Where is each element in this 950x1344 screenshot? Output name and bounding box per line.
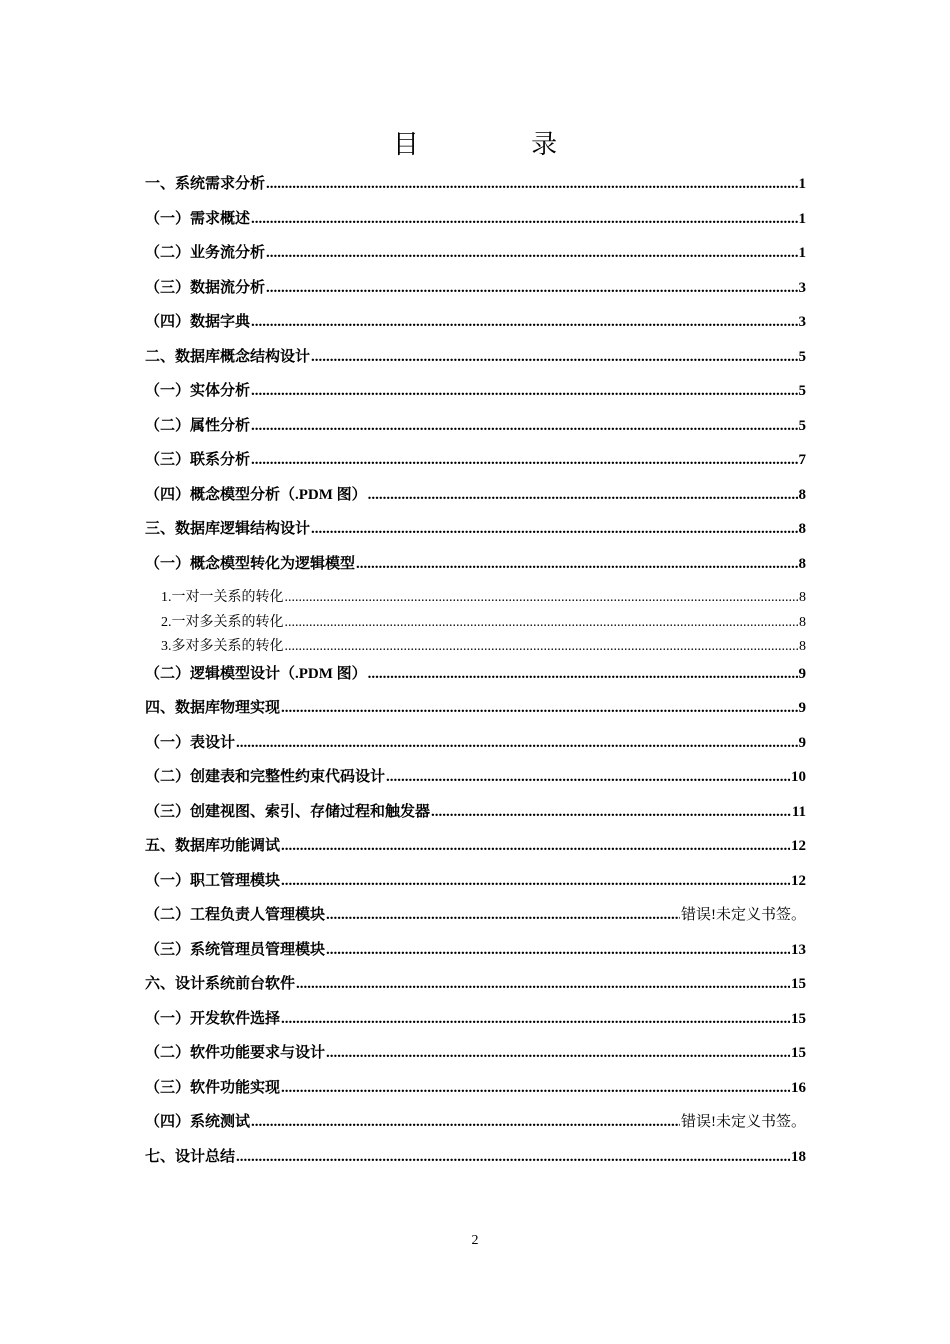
toc-leader-dots <box>326 942 790 959</box>
toc-leader-dots <box>281 873 790 890</box>
toc-leader-dots <box>236 1149 790 1166</box>
toc-entry-label: （四）概念模型分析（.PDM 图） <box>145 486 367 503</box>
toc-entry-page: 15 <box>791 976 806 992</box>
toc-leader-dots <box>251 314 797 331</box>
toc-entry-label: （四）数据字典 <box>145 314 251 330</box>
toc-leader-dots <box>281 838 790 855</box>
toc-entry[interactable] <box>145 207 806 242</box>
toc-entry[interactable] <box>145 1076 806 1111</box>
toc-entry-page: 3 <box>798 279 806 296</box>
page-number: 2 <box>471 1233 479 1248</box>
toc-entry-page: 错误!未定义书签。 <box>681 907 806 923</box>
toc-leader-dots <box>281 1080 790 1097</box>
toc-entry[interactable] <box>145 938 806 973</box>
toc-entry-page: 13 <box>791 941 806 958</box>
toc-entry-page: 9 <box>798 665 806 682</box>
toc-entry-page: 8 <box>799 590 806 605</box>
toc-leader-dots <box>285 639 799 655</box>
toc-entry-label: （一）实体分析 <box>145 383 251 399</box>
toc-entry-page: 18 <box>791 1148 806 1165</box>
toc-entry[interactable] <box>145 869 806 904</box>
toc-leader-dots <box>266 176 797 193</box>
toc-entry[interactable] <box>145 1110 806 1145</box>
toc-entry[interactable] <box>145 903 806 938</box>
toc-leader-dots <box>281 1011 790 1028</box>
toc-entry[interactable] <box>145 1145 806 1180</box>
toc-leader-dots <box>431 804 791 821</box>
table-of-contents <box>145 172 806 1179</box>
toc-entry[interactable] <box>145 765 806 800</box>
toc-entry[interactable] <box>145 611 806 636</box>
toc-entry-page: 错误!未定义书签。 <box>681 1114 806 1130</box>
toc-leader-dots <box>368 666 798 683</box>
toc-entry[interactable] <box>145 517 806 552</box>
toc-entry-label: （二）工程负责人管理模块 <box>145 907 326 923</box>
toc-leader-dots <box>251 211 797 228</box>
toc-entry-label: 3.多对多关系的转化 <box>161 639 284 654</box>
toc-leader-dots <box>251 383 797 400</box>
toc-entry-label: （一）开发软件选择 <box>145 1010 281 1027</box>
toc-entry[interactable] <box>145 1041 806 1076</box>
toc-entry-label: （二）软件功能要求与设计 <box>145 1045 326 1061</box>
toc-entry[interactable] <box>145 552 806 587</box>
toc-entry-page: 9 <box>798 734 806 751</box>
toc-entry-label: （三）联系分析 <box>145 452 251 468</box>
toc-entry[interactable] <box>145 414 806 449</box>
toc-leader-dots <box>311 349 797 366</box>
toc-entry-page: 5 <box>798 417 806 434</box>
toc-entry-label: 二、数据库概念结构设计 <box>145 348 311 365</box>
toc-leader-dots <box>326 907 680 924</box>
toc-entry-page: 9 <box>798 700 806 716</box>
toc-entry-page: 5 <box>798 348 806 365</box>
toc-entry-page: 11 <box>791 803 806 820</box>
toc-entry-label: 一、系统需求分析 <box>145 176 266 192</box>
toc-leader-dots <box>251 1114 680 1131</box>
toc-entry-label: 四、数据库物理实现 <box>145 700 281 716</box>
toc-leader-dots <box>251 418 797 435</box>
toc-leader-dots <box>285 615 799 631</box>
toc-entry-page: 8 <box>799 639 806 654</box>
toc-entry-label: （三）创建视图、索引、存储过程和触发器 <box>145 803 431 820</box>
toc-entry-label: 2.一对多关系的转化 <box>161 614 284 630</box>
toc-entry[interactable] <box>145 731 806 766</box>
toc-entry-page: 8 <box>798 521 806 537</box>
toc-entry-label: （二）创建表和完整性约束代码设计 <box>145 769 386 785</box>
toc-entry[interactable] <box>145 483 806 518</box>
toc-leader-dots <box>296 976 790 993</box>
toc-leader-dots <box>356 556 797 573</box>
toc-entry[interactable] <box>145 696 806 731</box>
toc-entry-page: 12 <box>791 872 806 889</box>
toc-leader-dots <box>266 280 797 297</box>
toc-entry-label: （一）概念模型转化为逻辑模型 <box>145 555 356 572</box>
toc-leader-dots <box>266 245 797 262</box>
toc-entry-label: （三）系统管理员管理模块 <box>145 941 326 958</box>
toc-entry[interactable] <box>145 345 806 380</box>
toc-entry-label: （一）表设计 <box>145 734 236 751</box>
toc-leader-dots <box>236 735 797 752</box>
toc-entry-label: （二）属性分析 <box>145 417 251 434</box>
toc-entry[interactable] <box>145 1007 806 1042</box>
toc-entry-label: 六、设计系统前台软件 <box>145 976 296 992</box>
toc-entry-page: 3 <box>798 314 806 330</box>
toc-entry-page: 7 <box>798 452 806 468</box>
toc-leader-dots <box>326 1045 790 1062</box>
toc-entry-page: 8 <box>799 614 806 630</box>
toc-entry-page: 1 <box>798 176 806 192</box>
toc-entry[interactable] <box>145 586 806 611</box>
toc-entry-page: 8 <box>798 555 806 572</box>
toc-entry[interactable] <box>145 972 806 1007</box>
toc-leader-dots <box>285 590 799 606</box>
toc-entry-page: 1 <box>798 245 806 261</box>
toc-entry-label: （一）需求概述 <box>145 210 251 227</box>
toc-entry[interactable] <box>145 834 806 869</box>
toc-leader-dots <box>386 769 790 786</box>
toc-entry-label: （三）软件功能实现 <box>145 1079 281 1096</box>
toc-entry[interactable] <box>145 635 806 660</box>
toc-entry-page: 15 <box>791 1010 806 1027</box>
toc-leader-dots <box>251 452 797 469</box>
toc-entry[interactable] <box>145 276 806 311</box>
toc-entry[interactable] <box>145 800 806 835</box>
toc-entry-page: 8 <box>798 486 806 503</box>
toc-entry-page: 16 <box>791 1079 806 1096</box>
toc-entry[interactable] <box>145 310 806 345</box>
toc-entry[interactable] <box>145 241 806 276</box>
toc-entry-label: 三、数据库逻辑结构设计 <box>145 521 311 537</box>
toc-entry-label: （二）逻辑模型设计（.PDM 图） <box>145 665 367 682</box>
toc-leader-dots <box>368 487 798 504</box>
toc-entry-page: 15 <box>791 1045 806 1061</box>
toc-entry[interactable] <box>145 448 806 483</box>
toc-entry-label: 1.一对一关系的转化 <box>161 590 284 605</box>
toc-entry-page: 5 <box>798 383 806 399</box>
toc-entry-label: 七、设计总结 <box>145 1148 236 1165</box>
toc-entry-label: 五、数据库功能调试 <box>145 838 281 854</box>
toc-entry[interactable] <box>145 662 806 697</box>
toc-entry-page: 12 <box>791 838 806 854</box>
toc-entry[interactable] <box>145 172 806 207</box>
toc-entry-page: 10 <box>791 769 806 785</box>
toc-entry-page: 1 <box>798 210 806 227</box>
toc-entry[interactable] <box>145 379 806 414</box>
toc-leader-dots <box>311 521 797 538</box>
toc-entry-label: （四）系统测试 <box>145 1114 251 1130</box>
toc-entry-label: （三）数据流分析 <box>145 279 266 296</box>
toc-leader-dots <box>281 700 797 717</box>
toc-entry-label: （一）职工管理模块 <box>145 872 281 889</box>
toc-title: 目 录 <box>392 130 610 160</box>
toc-entry-label: （二）业务流分析 <box>145 245 266 261</box>
